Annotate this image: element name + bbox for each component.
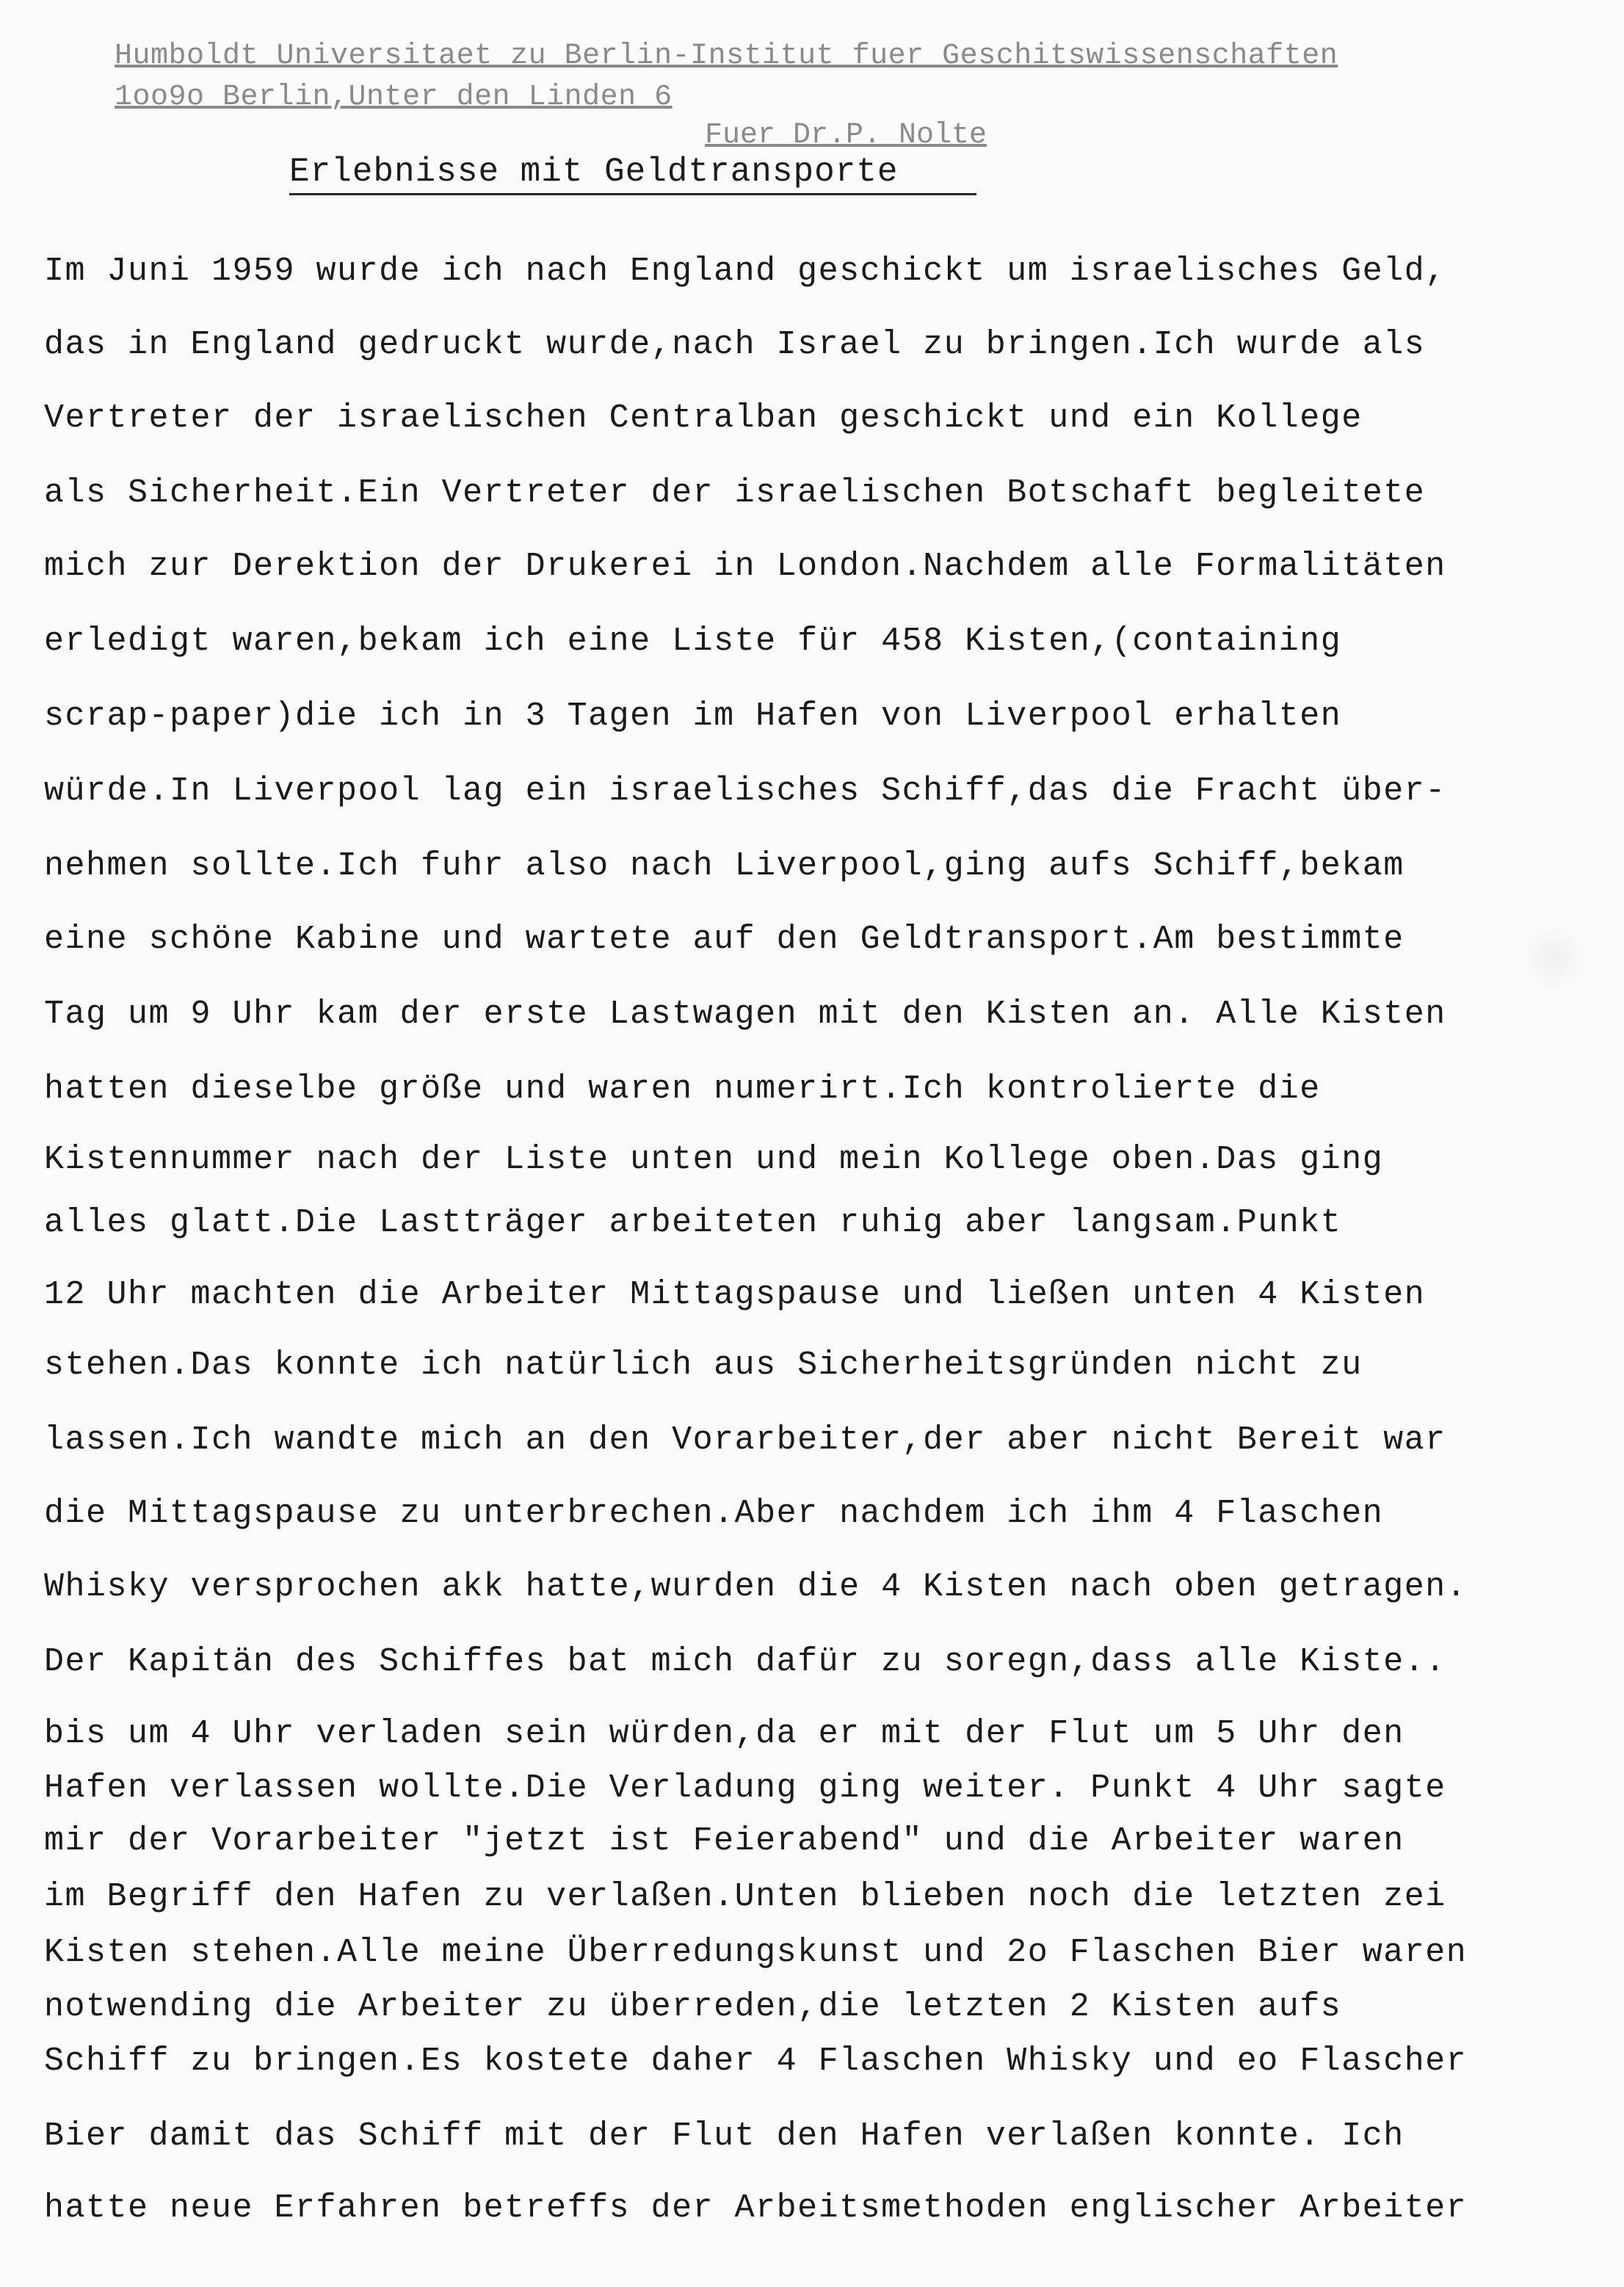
body-line: nehmen sollte.Ich fuhr also nach Liverpool,ging aufs Schiff,bekam [44,847,1404,885]
body-line: stehen.Das konnte ich natürlich aus Sicherheitsgründen nicht zu [44,1347,1363,1384]
body-line: die Mittagspause zu unterbrechen.Aber nachdem ich ihm 4 Flaschen [44,1495,1384,1532]
document-title: Erlebnisse mit Geldtransporte [289,153,899,191]
body-line: Im Juni 1959 wurde ich nach England geschickt um israelisches Geld, [44,253,1446,290]
body-line: als Sicherheit.Ein Vertreter der israelischen Botschaft begleitete [44,474,1426,512]
institution-header: Humboldt Universitaet zu Berlin-Institut fuer Geschitswissenschaften [115,40,1338,73]
body-line: Tag um 9 Uhr kam der erste Lastwagen mit den Kisten an. Alle Kisten [44,996,1446,1033]
body-line: hatte neue Erfahren betreffs der Arbeitsmethoden englischer Arbeiter [44,2189,1468,2227]
body-line: Whisky versprochen akk hatte,wurden die 4 Kisten nach oben getragen. [44,1568,1468,1606]
body-line: 12 Uhr machten die Arbeiter Mittagspause und ließen unten 4 Kisten [44,1276,1426,1313]
body-line: mir der Vorarbeiter "jetzt ist Feierabend" und die Arbeiter waren [44,1822,1404,1860]
body-line: Hafen verlassen wollte.Die Verladung ging weiter. Punkt 4 Uhr sagte [44,1769,1446,1807]
body-line: hatten dieselbe größe und waren numerirt.Ich kontrolierte die [44,1070,1321,1108]
body-line: Kisten stehen.Alle meine Überredungskunst und 2o Flaschen Bier waren [44,1934,1468,1971]
body-line: notwending die Arbeiter zu überreden,die letzten 2 Kisten aufs [44,1988,1342,2026]
body-line: eine schöne Kabine und wartete auf den Geldtransport.Am bestimmte [44,921,1404,958]
recipient-line: Fuer Dr.P. Nolte [705,119,987,152]
body-line: bis um 4 Uhr verladen sein würden,da er mit der Flut um 5 Uhr den [44,1715,1404,1753]
body-line: scrap-paper)die ich in 3 Tagen im Hafen von Liverpool erhalten [44,697,1342,735]
body-line: Der Kapitän des Schiffes bat mich dafür zu soregn,dass alle Kiste.. [44,1643,1446,1681]
body-line: mich zur Derektion der Drukerei in London.Nachdem alle Formalitäten [44,548,1446,585]
title-underline [289,193,976,195]
paper-smudge [1521,925,1587,991]
body-line: Bier damit das Schiff mit der Flut den Hafen verlaßen konnte. Ich [44,2117,1404,2155]
body-line: würde.In Liverpool lag ein israelisches Schiff,das die Fracht über- [44,772,1446,810]
body-line: Kistennummer nach der Liste unten und mein Kollege oben.Das ging [44,1141,1384,1178]
address-header: 1oo9o Berlin,Unter den Linden 6 [115,81,673,114]
body-line: erledigt waren,bekam ich eine Liste für 458 Kisten,(containing [44,623,1342,660]
body-line: Schiff zu bringen.Es kostete daher 4 Flaschen Whisky und eo Flascher [44,2043,1468,2080]
body-line: alles glatt.Die Lastträger arbeiteten ruhig aber langsam.Punkt [44,1204,1342,1242]
body-line: Vertreter der israelischen Centralban geschickt und ein Kollege [44,399,1363,437]
body-line: das in England gedruckt wurde,nach Israel zu bringen.Ich wurde als [44,326,1426,363]
body-line: lassen.Ich wandte mich an den Vorarbeiter,der aber nicht Bereit war [44,1421,1446,1459]
body-line: im Begriff den Hafen zu verlaßen.Unten blieben noch die letzten zei [44,1878,1446,1916]
